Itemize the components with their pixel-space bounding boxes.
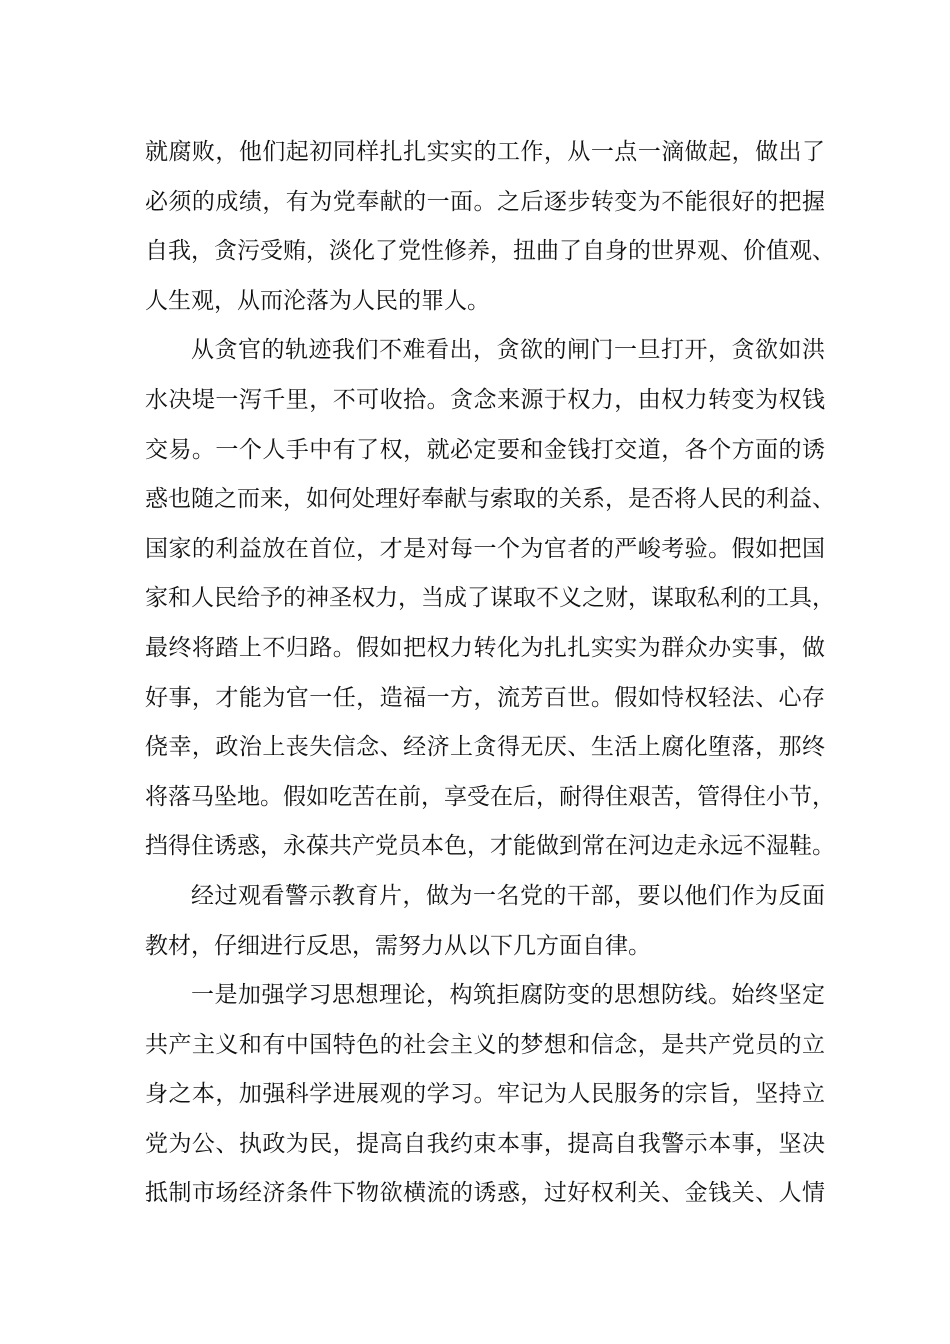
text-line: 家和人民给予的神圣权力，当成了谋取不义之财，谋取私利的工具， [145, 585, 835, 612]
text-line: 教材，仔细进行反思，需努力从以下几方面自律。 [145, 932, 651, 959]
text-line: 就腐败，他们起初同样扎扎实实的工作，从一点一滴做起，做出了 [145, 139, 825, 165]
document-body [145, 128, 835, 1219]
paragraph-first-line: 从贪官的轨迹我们不难看出，贪欲的闸门一旦打开，贪欲如洪 [191, 337, 825, 364]
text-line: 惑也随之而来，如何处理好奉献与索取的关系，是否将人民的利益、 [145, 486, 835, 513]
text-line: 自我，贪污受贿，淡化了党性修养，扭曲了自身的世界观、价值观、 [145, 238, 835, 265]
text-line: 共产主义和有中国特色的社会主义的梦想和信念，是共产党员的立 [145, 1031, 825, 1058]
text-line: 人生观，从而沦落为人民的罪人。 [145, 287, 490, 314]
text-line: 党为公、执政为民，提高自我约束本事，提高自我警示本事，坚决 [145, 1130, 825, 1157]
paragraph-first-line: 经过观看警示教育片，做为一名党的干部，要以他们作为反面 [191, 882, 825, 909]
text-line: 将落马坠地。假如吃苦在前，享受在后，耐得住艰苦，管得住小节， [145, 783, 835, 810]
text-line: 挡得住诱惑，永葆共产党员本色，才能做到常在河边走永远不湿鞋。 [145, 833, 835, 860]
text-line: 好事，才能为官一任，造福一方，流芳百世。假如恃权轻法、心存 [145, 684, 825, 711]
text-line: 最终将踏上不归路。假如把权力转化为扎扎实实为群众办实事，做 [145, 634, 825, 661]
paragraph-first-line: 一是加强学习思想理论，构筑拒腐防变的思想防线。始终坚定 [191, 982, 825, 1009]
text-line: 水决堤一泻千里，不可收拾。贪念来源于权力，由权力转变为权钱 [145, 386, 825, 413]
text-line: 国家的利益放在首位，才是对每一个为官者的严峻考验。假如把国 [145, 535, 825, 562]
text-line: 侥幸，政治上丧失信念、经济上贪得无厌、生活上腐化堕落，那终 [145, 734, 825, 761]
text-line: 交易。一个人手中有了权，就必定要和金钱打交道，各个方面的诱 [145, 436, 825, 463]
text-line: 抵制市场经济条件下物欲横流的诱惑，过好权利关、金钱关、人情 [145, 1180, 825, 1207]
text-line: 必须的成绩，有为党奉献的一面。之后逐步转变为不能很好的把握 [145, 188, 825, 215]
text-line: 身之本，加强科学进展观的学习。牢记为人民服务的宗旨，坚持立 [145, 1081, 825, 1108]
